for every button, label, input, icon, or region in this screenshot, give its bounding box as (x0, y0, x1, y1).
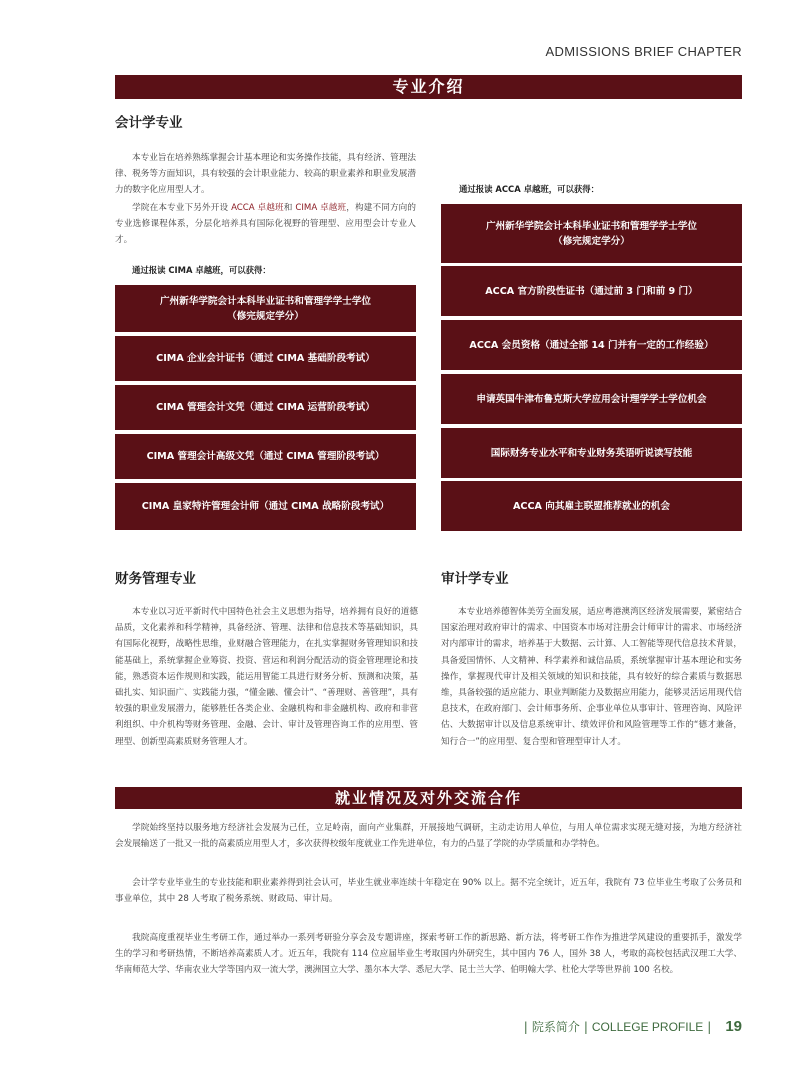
accounting-paragraph-2: 学院在本专业下另外开设 ACCA 卓越班和 CIMA 卓越班，构建不同方向的专业选修课程体系，分层化培养具有国际化视野的管理型、应用型会计专业人才。 (115, 203, 417, 246)
accounting-title: 会计学专业 (115, 115, 183, 131)
acca-benefit-box: 广州新华学院会计本科毕业证书和管理学学士学位 （修完规定学分） (441, 204, 742, 263)
cima-benefits-heading: 通过报读 CIMA 卓越班，可以获得： (132, 265, 271, 275)
acca-benefit-box: ACCA 向其雇主联盟推荐就业的机会 (441, 481, 742, 531)
page-number: 19 (725, 1018, 742, 1035)
acca-benefit-box: ACCA 官方阶段性证书（通过前 3 门和前 9 门） (441, 266, 742, 316)
chapter-header: ADMISSIONS BRIEF CHAPTER (545, 44, 742, 59)
employment-paragraph-3: 我院高度重视毕业生考研工作，通过举办一系列考研验分享会及专题讲座，探索考研工作的新思路、新方法，将考研工作作为推进学风建设的重要抓手，激发学生的学习和考研热情，不断培养高素质人才。近五年，我院有 114 位应届毕业生考取国内外研究生，其中国内 76 人，国外 38 人，考取的高校包括武汉理工大学、华南师范大学、华南农业大学等国内双一流大学，澳洲国立大学、墨尔本大学、悉尼大学、昆士兰大学、伯明翰大学、杜伦大学等世界前 100 名校。 (115, 933, 742, 976)
audit-title: 审计学专业 (441, 571, 509, 587)
audit-paragraph: 本专业培养德智体美劳全面发展，适应粤港澳湾区经济发展需要，紧密结合国家治理对政府审计的需求、中国资本市场对注册会计师审计的需求、市场经济对内部审计的需求，培养基于大数据、云计算、人工智能等现代信息技术背景，具备爱国情怀、人文精神、科学素养和诚信品质，系统掌握审计基本理论和实务操作，掌握现代审计及相关领域的知识和技能，具有较好的综合素质与数据思维，具备较强的适应能力、职业判断能力及数据应用能力，能够灵活运用现代信息技术，在政府部门、会计师事务所、企事业单位从事审计、管理咨询、风险评估、大数据审计以及信息系统审计、绩效评价和风险管理等工作的“德才兼备，知行合一”的应用型、复合型和管理型审计人才。 (441, 607, 742, 747)
acca-benefit-box: 国际财务专业水平和专业财务英语听说读写技能 (441, 428, 742, 478)
page-footer: | 院系简介 | COLLEGE PROFILE | 19 (523, 1018, 742, 1035)
cima-benefit-box: 广州新华学院会计本科毕业证书和管理学学士学位 （修完规定学分） (115, 285, 416, 332)
footer-chinese-label: 院系简介 (531, 1020, 580, 1034)
banner-employment: 就业情况及对外交流合作 (115, 787, 742, 809)
employment-paragraph-2: 会计学专业毕业生的专业技能和职业素养得到社会认可，毕业生就业率连续十年稳定在 90% 以上。据不完全统计，近五年，我院有 73 位毕业生考取了公务员和事业单位，其中 28 人考取了税务系统、财政局、审计局。 (115, 878, 742, 905)
cima-class-name: CIMA 卓越班 (295, 203, 347, 213)
finance-paragraph: 本专业以习近平新时代中国特色社会主义思想为指导，培养拥有良好的道德品质，文化素养和科学精神，具备经济、管理、法律和信息技术等基础知识，具有国际化视野，战略性思维，业财融合管理能力，在扎实掌握财务管理知识和技能基础上，系统掌握企业筹资、投资、营运和利润分配活动的资金管理理论和技能，熟悉资本运作规则和实践，能运用智能工具进行财务分析、预测和决策，基础扎实、知识面广、实践能力强，“懂金融、懂会计”、“善理财、善管理”，具有较强的职业发展潜力，能够胜任各类企业、金融机构和非金融机构、政府和非营利组织、中介机构等财务管理、金融、会计、审计及管理咨询工作的应用型、管理型、创新型高素质财务管理人才。 (115, 607, 418, 747)
accounting-paragraph-1: 本专业旨在培养熟练掌握会计基本理论和实务操作技能，具有经济、管理法律、税务等方面知识，具有较强的会计职业能力、较高的职业素养和职业发展潜力的数字化应用型人才。 (115, 153, 416, 196)
employment-paragraph-1: 学院始终坚持以服务地方经济社会发展为己任，立足岭南，面向产业集群，开展接地气调研，主动走访用人单位，与用人单位需求实现无缝对接，为地方经济社会发展输送了一批又一批的高素质应用型人才，多次获得校级年度就业工作先进单位，有力的凸显了学院的办学质量和办学特色。 (115, 823, 742, 850)
acca-benefit-box: ACCA 会员资格（通过全部 14 门并有一定的工作经验） (441, 320, 742, 370)
acca-benefits-heading: 通过报读 ACCA 卓越班，可以获得： (459, 184, 599, 194)
finance-title: 财务管理专业 (115, 571, 196, 587)
acca-class-name: ACCA 卓越班 (231, 203, 284, 213)
acca-benefit-box: 申请英国牛津布鲁克斯大学应用会计理学学士学位机会 (441, 374, 742, 424)
cima-benefit-box: CIMA 管理会计高级文凭（通过 CIMA 管理阶段考试） (115, 434, 416, 479)
cima-benefit-box: CIMA 管理会计文凭（通过 CIMA 运营阶段考试） (115, 385, 416, 430)
footer-english-label: COLLEGE PROFILE (591, 1020, 704, 1034)
banner-major-intro: 专业介绍 (115, 75, 742, 99)
cima-benefit-box: CIMA 企业会计证书（通过 CIMA 基础阶段考试） (115, 336, 416, 381)
cima-benefit-box: CIMA 皇家特许管理会计师（通过 CIMA 战略阶段考试） (115, 483, 416, 530)
